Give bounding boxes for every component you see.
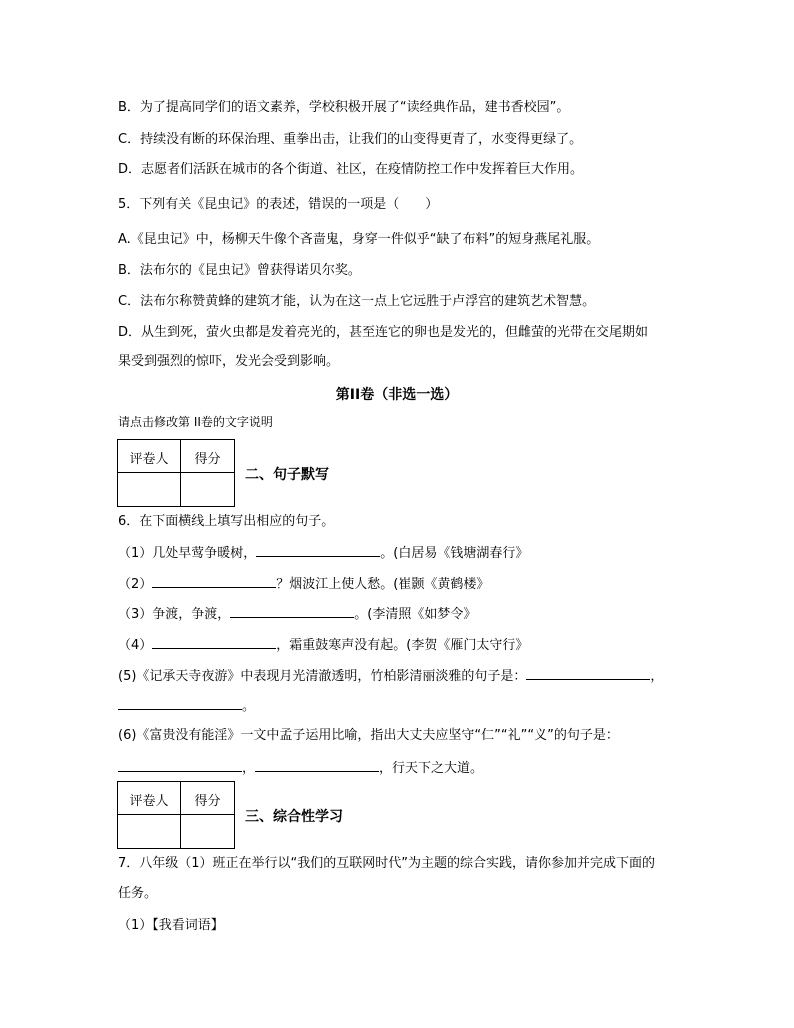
section2-title: 二、句子默写 — [245, 467, 329, 483]
q6-item3-source: 。(李清照《如梦令》 — [354, 607, 477, 622]
q6-item4-source: ，霜重鼓寒声没有起。(李贺《雁门太守行》 — [276, 638, 529, 653]
q6-item5 — [118, 667, 663, 685]
q6-item6-comma: ， — [242, 761, 256, 776]
q5-option-b: B．法布尔的《昆虫记》曾获得诺贝尔奖。 — [118, 263, 361, 278]
q5-option-a: A.《昆虫记》中，杨柳天牛像个吝啬鬼，身穿一件似乎“缺了布料”的短身燕尾礼服。 — [118, 232, 600, 247]
answer-blank[interactable] — [255, 759, 379, 772]
answer-blank[interactable] — [118, 697, 242, 710]
q6-item5-end: 。 — [242, 699, 256, 714]
q6-item6-end: ，行天下之大道。 — [379, 761, 484, 776]
part2-note: 请点击修改第 II卷的文字说明 — [118, 415, 273, 429]
score-box-reviewer-label: 评卷人 — [129, 794, 169, 809]
q6-item3-text: （3）争渡，争渡， — [118, 607, 231, 622]
answer-blank[interactable] — [118, 759, 242, 772]
answer-blank[interactable] — [230, 605, 354, 618]
q6-item5-text: (5)《记承天寺夜游》中表现月光清澈透明，竹柏影清丽淡雅的句子是： — [118, 669, 527, 684]
score-box-reviewer-label: 评卷人 — [129, 452, 169, 467]
q6-item4 — [118, 636, 528, 654]
q6-item2-text: （2） — [118, 577, 153, 592]
q4-option-c: C．持续没有断的环保治理、重拳出击，让我们的山变得更青了，水变得更绿了。 — [118, 132, 583, 147]
answer-blank[interactable] — [526, 667, 650, 680]
score-box — [117, 781, 235, 849]
answer-blank[interactable] — [152, 575, 276, 588]
q5-stem: 5．下列有关《昆虫记》的表述，错误的一项是（ ） — [118, 197, 439, 212]
q5-option-d-line1: D．从生到死，萤火虫都是发着亮光的，甚至连它的卵也是发光的，但雌萤的光带在交尾期如 — [118, 325, 649, 340]
q6-item6-cont — [118, 759, 483, 777]
part2-title: 第II卷（非选一选） — [335, 387, 459, 403]
answer-blank[interactable] — [256, 544, 380, 557]
q5-option-d-line2: 果受到强烈的惊吓，发光会受到影响。 — [118, 354, 340, 369]
score-box — [117, 439, 235, 507]
q6-item6: (6)《富贵没有能淫》一文中孟子运用比喻，指出大丈夫应坚守“仁”“礼”“义”的句子是： — [118, 728, 619, 743]
q5-option-c: C．法布尔称赞黄蜂的建筑才能，认为在这一点上它远胜于卢浮宫的建筑艺术智慧。 — [118, 294, 596, 309]
q6-item4-text: （4） — [118, 638, 153, 653]
q6-item1-text: （1）几处早莺争暖树， — [118, 546, 257, 561]
q6-item2 — [118, 575, 489, 593]
q6-item2-source: ？烟波江上使人愁。(崔颢《黄鹤楼》 — [276, 577, 490, 592]
score-box-score-label: 得分 — [194, 452, 221, 467]
q6-stem: 6．在下面横线上填写出相应的句子。 — [118, 514, 335, 529]
answer-blank[interactable] — [152, 636, 276, 649]
q6-item1-source: 。(白居易《钱塘湖春行》 — [380, 546, 529, 561]
q6-item5-comma: ， — [650, 669, 664, 684]
score-box-score-label: 得分 — [194, 794, 221, 809]
q6-item3 — [118, 605, 476, 623]
q4-option-d: D．志愿者们活跃在城市的各个街道、社区，在疫情防控工作中发挥着巨大作用。 — [118, 162, 584, 177]
q6-item1 — [118, 544, 528, 562]
section3-title: 三、综合性学习 — [245, 809, 343, 825]
q7-stem-line1: 7．八年级（1）班正在举行以“我们的互联网时代”为主题的综合实践，请你参加并完成下面的 — [118, 856, 656, 871]
q6-item5-cont — [118, 697, 255, 715]
q4-option-b: B．为了提高同学们的语文素养，学校积极开展了“读经典作品，建书香校园”。 — [118, 100, 570, 115]
q7-stem-line2: 任务。 — [118, 886, 158, 901]
q7-sub1: （1）【我看词语】 — [118, 918, 224, 933]
